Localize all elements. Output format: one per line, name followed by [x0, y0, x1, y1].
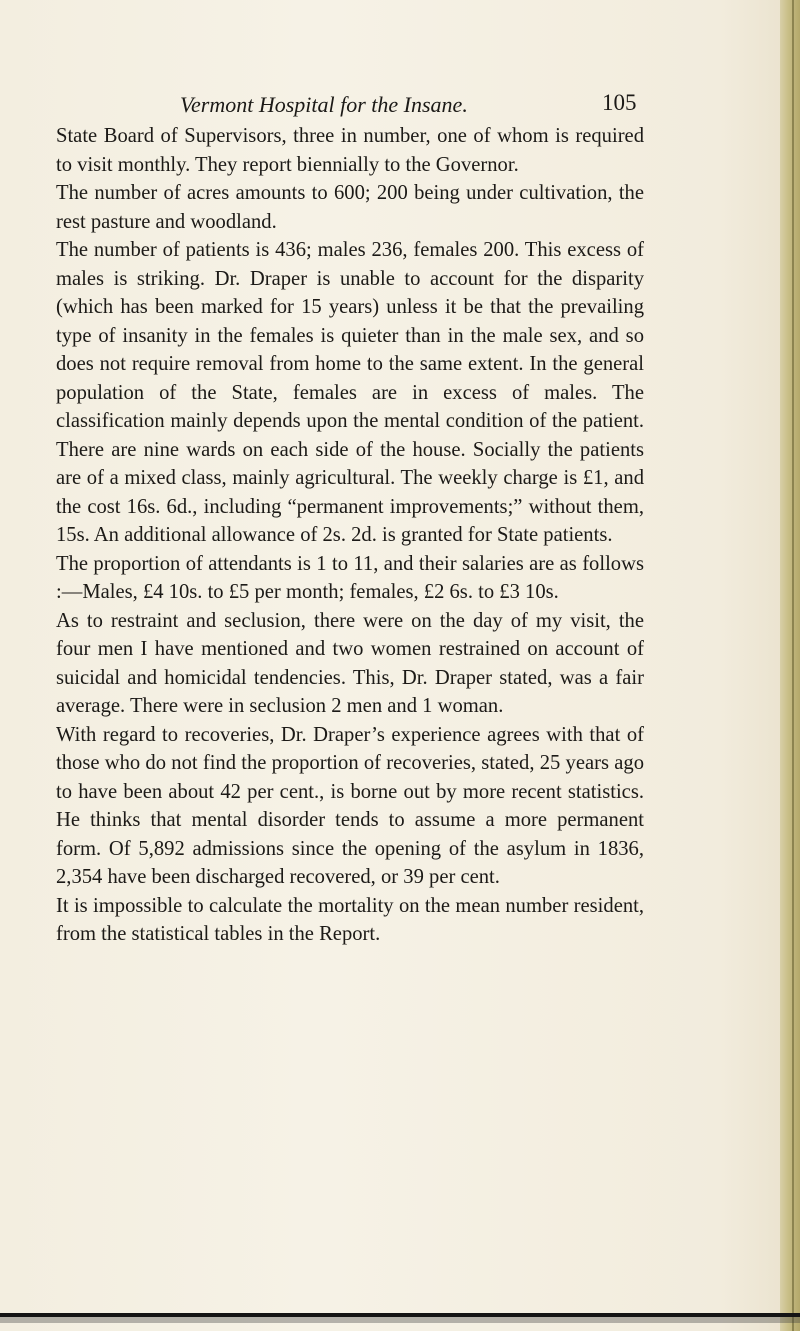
bottom-shadow: [0, 1317, 800, 1323]
paragraph: It is impossible to calculate the mortality on the mean number resident, from the statistical tables in the Report.: [56, 894, 644, 945]
page-edge: [780, 0, 800, 1331]
bottom-rule: [0, 1313, 800, 1317]
paragraph: As to restraint and seclusion, there were on the day of my visit, the four men I have mentioned and two women restrained on account of suicidal and homicidal tendencies. This, Dr. Draper stated, was a fair average. There were in seclusion 2 men and 1 woman.: [56, 609, 644, 717]
paragraph: The proportion of attendants is 1 to 11, and their salaries are as follows :—Males, £4 10s. to £5 per month; females, £2 6s. to £3 10s.: [56, 552, 644, 603]
page-number: 105: [602, 90, 637, 115]
body-text: [56, 122, 644, 949]
paragraph: State Board of Supervisors, three in number, one of whom is required to visit monthly. They report biennially to the Governor.: [56, 125, 644, 176]
page-edge-line: [792, 0, 794, 1331]
paragraph: The number of acres amounts to 600; 200 being under cultivation, the rest pasture and woodland.: [56, 182, 644, 233]
running-title: Vermont Hospital for the Insane.: [180, 92, 468, 117]
paragraph: The number of patients is 436; males 236, females 200. This excess of males is striking. Dr. Draper is unable to account for the disparity (which has been marked for 15 years) unless it be that the prevailing type of insanity in the females is quieter than in the male sex, and so does not require removal from home to the same extent. In the general population of the State, females are in excess of males. The classification mainly depends upon the mental condition of the patient. There are nine wards on each side of the house. Socially the patients are of a mixed class, mainly agricultural. The weekly charge is £1, and the cost 16s. 6d., including “permanent improvements;” without them, 15s. An additional allowance of 2s. 2d. is granted for State patients.: [56, 239, 644, 546]
paragraph: With regard to recoveries, Dr. Draper’s experience agrees with that of those who do not find the proportion of recoveries, stated, 25 years ago to have been about 42 per cent., is borne out by more recent statistics. He thinks that mental disorder tends to assume a more permanent form. Of 5,892 admissions since the opening of the asylum in 1836, 2,354 have been discharged recovered, or 39 per cent.: [56, 723, 644, 888]
